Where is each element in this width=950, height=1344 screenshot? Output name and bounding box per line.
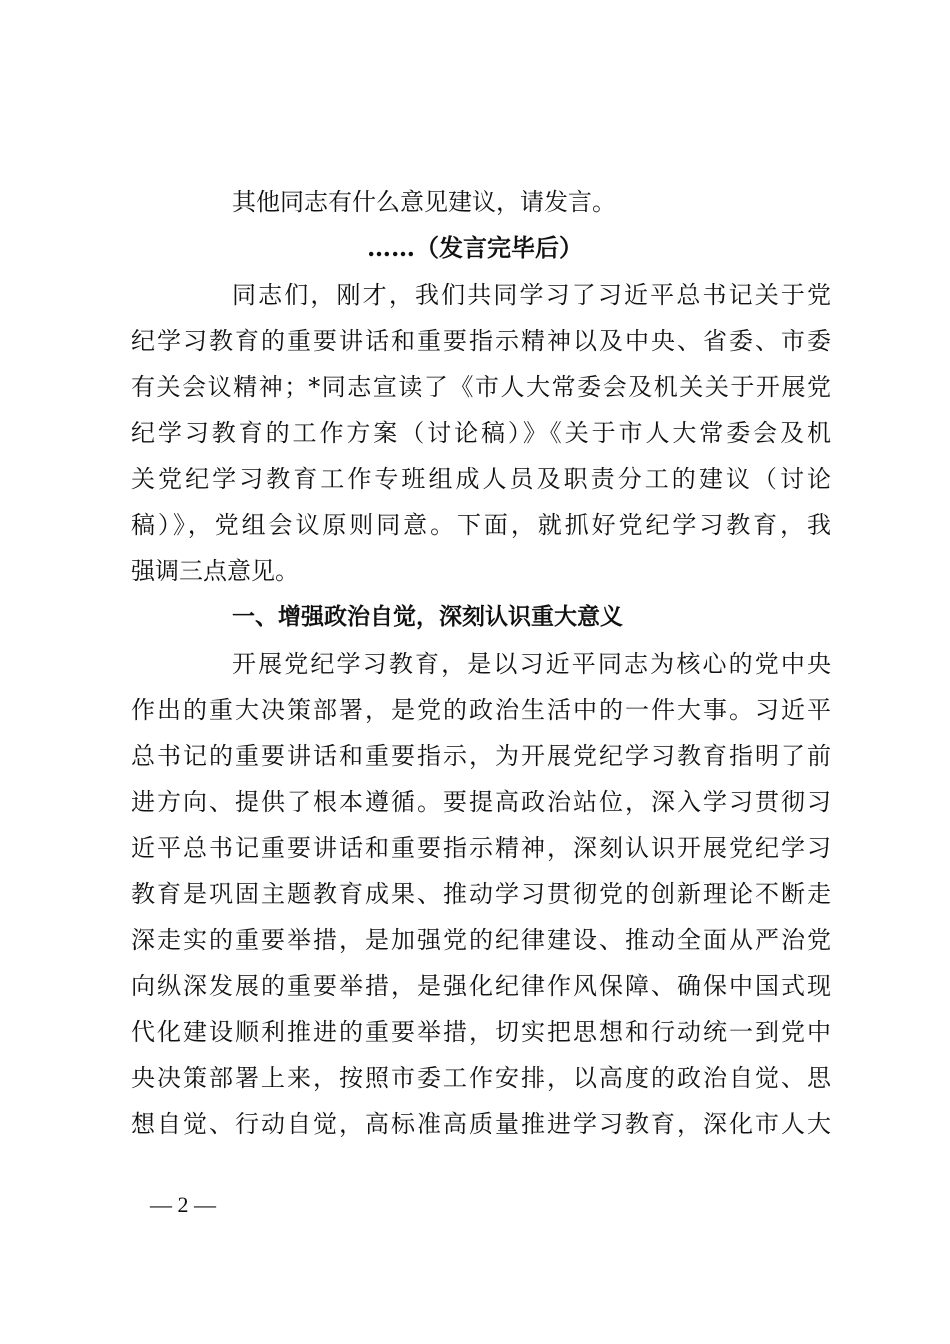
body-line: 开展党纪学习教育，是以习近平同志为核心的党中央 xyxy=(232,650,831,678)
body-line: 有关会议精神；*同志宣读了《市人大常委会及机关关于开展党 xyxy=(131,373,831,401)
body-line: 代化建设顺利推进的重要举措，切实把思想和行动统一到党中 xyxy=(131,1018,831,1046)
body-line: 纪学习教育的工作方案（讨论稿）》《关于市人大常委会及机 xyxy=(131,419,831,447)
body-line: 总书记的重要讲话和重要指示，为开展党纪学习教育指明了前 xyxy=(131,742,831,770)
body-line: 纪学习教育的重要讲话和重要指示精神以及中央、省委、市委 xyxy=(131,327,831,355)
body-line: 央决策部署上来，按照市委工作安排，以高度的政治自觉、思 xyxy=(131,1064,831,1092)
page-number: — 2 — xyxy=(150,1192,216,1217)
body-line: 同志们，刚才，我们共同学习了习近平总书记关于党 xyxy=(232,281,831,309)
body-line: 教育是巩固主题教育成果、推动学习贯彻党的创新理论不断走 xyxy=(131,880,831,908)
body-line: 近平总书记重要讲话和重要指示精神，深刻认识开展党纪学习 xyxy=(131,834,831,862)
body-line: 深走实的重要举措，是加强党的纪律建设、推动全面从严治党 xyxy=(131,926,831,954)
body-line: 其他同志有什么意见建议，请发言。 xyxy=(232,188,616,216)
section-heading: 一、增强政治自觉，深刻认识重大意义 xyxy=(232,604,623,630)
body-line: 想自觉、行动自觉，高标准高质量推进学习教育，深化市人大 xyxy=(131,1110,831,1138)
body-line: 向纵深发展的重要举措，是强化纪律作风保障、确保中国式现 xyxy=(131,972,831,1000)
body-line: 作出的重大决策部署，是党的政治生活中的一件大事。习近平 xyxy=(131,696,831,724)
body-line: 强调三点意见。 xyxy=(131,557,299,585)
body-line: 稿）》，党组会议原则同意。下面，就抓好党纪学习教育，我 xyxy=(131,511,831,539)
section-subtitle: ……（发言完毕后） xyxy=(367,233,583,262)
body-line: 关党纪学习教育工作专班组成人员及职责分工的建议（讨论 xyxy=(131,465,831,493)
body-line: 进方向、提供了根本遵循。要提高政治站位，深入学习贯彻习 xyxy=(131,788,831,816)
